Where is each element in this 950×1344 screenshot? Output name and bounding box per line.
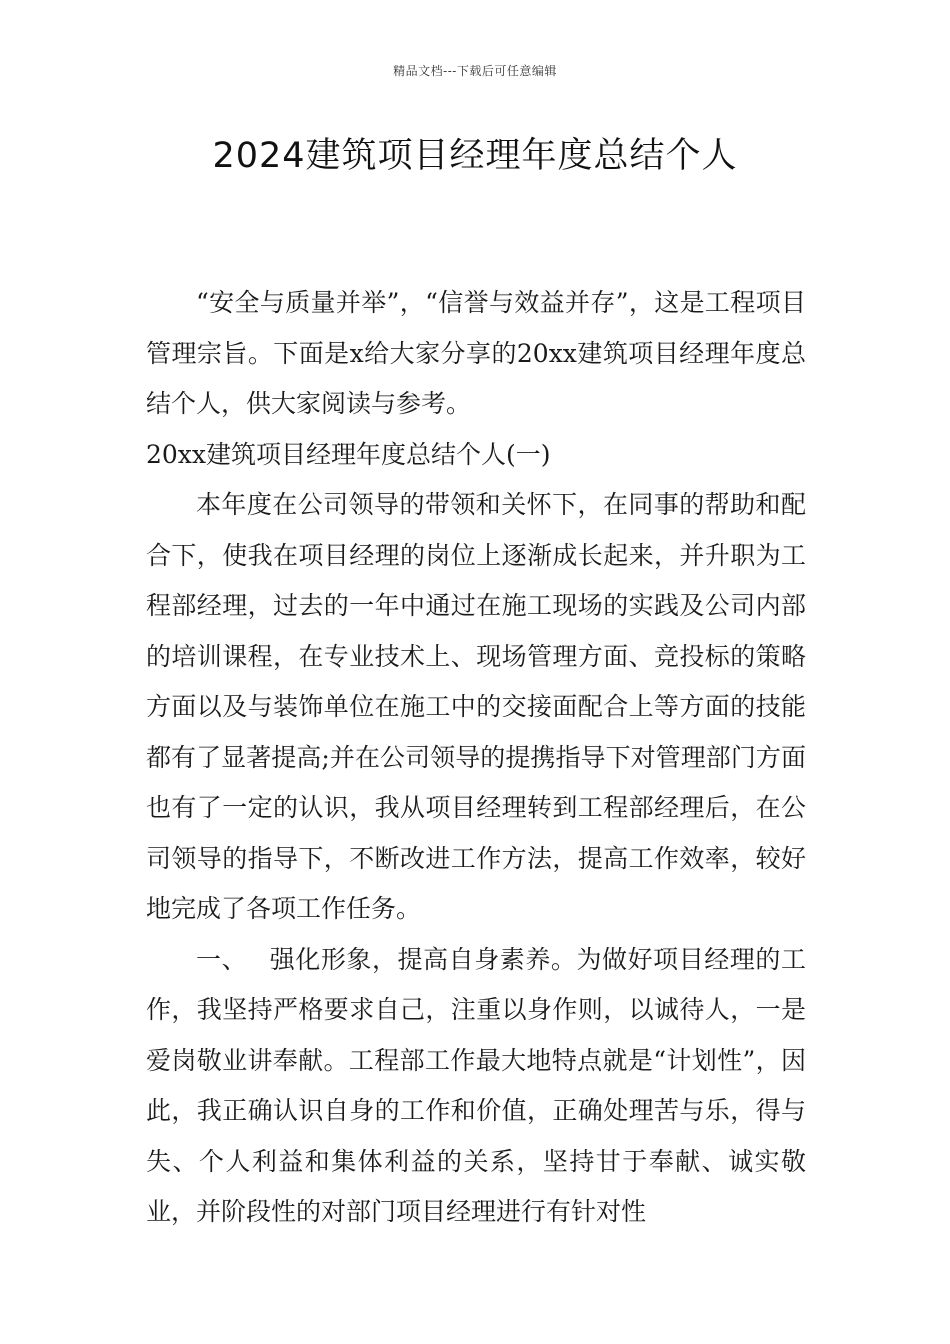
body-paragraph-1: 本年度在公司领导的带领和关怀下，在同事的帮助和配合下，使我在项目经理的岗位上逐渐成长起来，并升职为工程部经理，过去的一年中通过在施工现场的实践及公司内部的培训课程，在专业技术上、现场管理方面、竞投标的策略方面以及与装饰单位在施工中的交接面配合上等方面的技能都有了显著提高;并在公司领导的提携指导下对管理部门方面也有了一定的认识，我从项目经理转到工程部经理后，在公司领导的指导下，不断改进工作方法，提高工作效率，较好地完成了各项工作任务。: [146, 490, 806, 923]
document-body: [146, 278, 806, 1238]
header-note: 精品文档---下载后可任意编辑: [393, 64, 557, 78]
intro-paragraph: “安全与质量并举”，“信誉与效益并存”，这是工程项目管理宗旨。下面是x给大家分享的20xx建筑项目经理年度总结个人，供大家阅读与参考。: [146, 288, 806, 418]
paragraph-number: 一、: [196, 944, 248, 974]
section-heading: 20xx建筑项目经理年度总结个人(一): [146, 439, 551, 469]
body-paragraph-2: [146, 935, 806, 1238]
document-title: 2024建筑项目经理年度总结个人: [212, 136, 738, 176]
body-paragraph-2-text: 强化形象，提高自身素养。为做好项目经理的工作，我坚持严格要求自己，注重以身作则，以诚待人，一是爱岗敬业讲奉献。工程部工作最大地特点就是“计划性”，因此，我正确认识自身的工作和价值，正确处理苦与乐，得与失、个人利益和集体利益的关系，坚持甘于奉献、诚实敬业，并阶段性的对部门项目经理进行有针对性: [146, 944, 806, 1226]
